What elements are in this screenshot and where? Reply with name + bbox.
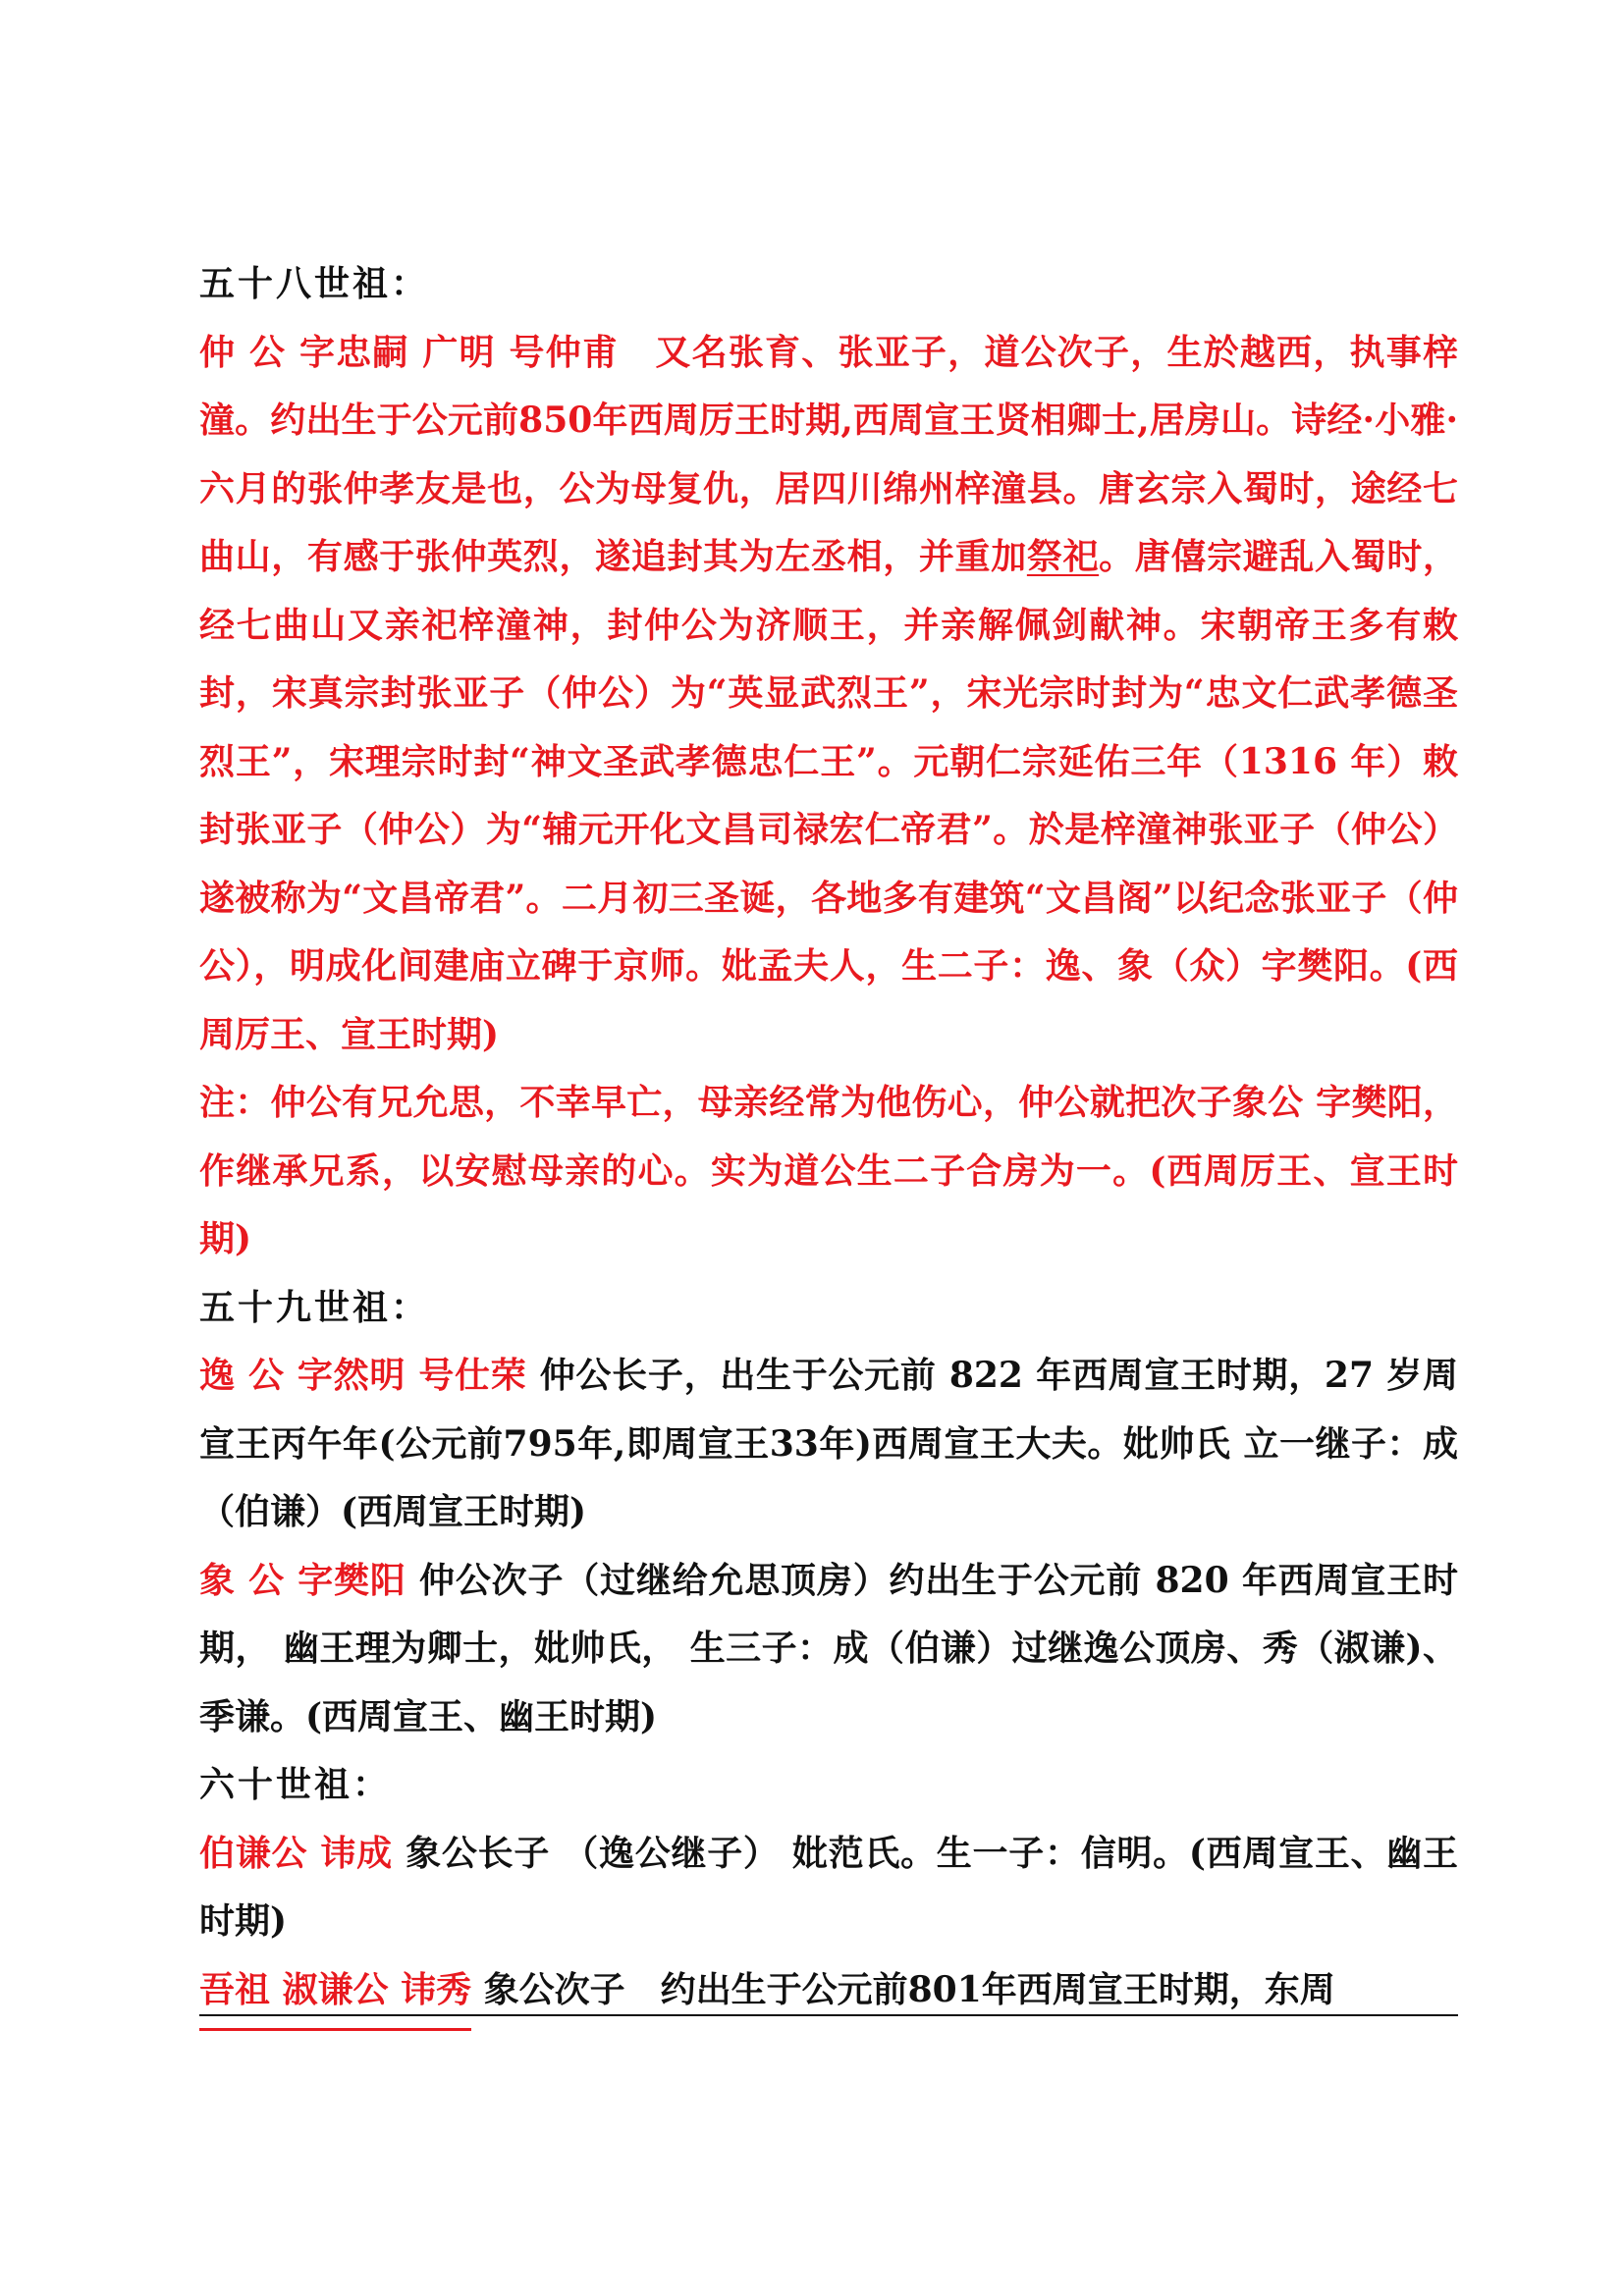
entry-text: 象公次子 约出生于公元前801年西周宣王时期，东周 bbox=[471, 1968, 1335, 2010]
generation-heading-58: 五十八世祖： bbox=[199, 263, 430, 304]
entry-name: 伯谦公 讳成 bbox=[199, 1832, 393, 1874]
generation-heading-59: 五十九世祖： bbox=[199, 1286, 430, 1328]
entry-name: 象 公 字樊阳 bbox=[199, 1559, 406, 1601]
entry-text: 又名张育、张亚子，道公次子，生於越西，执事梓潼。约出生于公元前850年西周厉王时期,西周宣王贤相卿士,居房山。诗经·小雅·六月的张仲孝友是也，公为母复仇，居四川绵州梓潼县。唐玄宗入蜀时，途经七曲山，有感于张仲英烈，遂追封其为左丞相，并重加 bbox=[199, 331, 1458, 577]
entry-shuqian-gong bbox=[199, 1956, 1458, 2025]
entry-xiang-gong bbox=[199, 1547, 1458, 1752]
entry-name: 仲 公 字忠嗣 广明 号仲甫 bbox=[199, 331, 656, 373]
entry-note: 注：仲公有兄允思，不幸早亡，母亲经常为他伤心，仲公就把次子象公 字樊阳，作继承兄系，以安慰母亲的心。实为道公生二子合房为一。(西周厉王、宣王时期) bbox=[199, 1082, 1458, 1259]
entry-text: 仲公长子，出生于公元前 822 年西周宣王时期，27 岁周宣王丙午年(公元前795年,即周宣王33年)西周宣王大夫。妣帅氏 立一继子：成（伯谦）(西周宣王时期) bbox=[199, 1355, 1458, 1532]
entry-text: 象公长子 （逸公继子） 妣范氏。生一子：信明。(西周宣王、幽王时期) bbox=[199, 1832, 1458, 1942]
entry-zhong-gong bbox=[199, 319, 1458, 1070]
entry-name: 吾祖 淑谦公 讳秀 bbox=[199, 1968, 472, 2010]
entry-yi-gong bbox=[199, 1342, 1458, 1547]
entry-text: 仲公次子（过继给允思顶房）约出生于公元前 820 年西周宣王时期， 幽王理为卿士，妣帅氏， 生三子：成（伯谦）过继逸公顶房、秀（淑谦)、季谦。(西周宣王、幽王时期) bbox=[199, 1559, 1458, 1737]
entry-boqian-gong bbox=[199, 1820, 1458, 1956]
document-body bbox=[199, 250, 1458, 2024]
entry-name: 逸 公 字然明 号仕荣 bbox=[199, 1355, 527, 1396]
generation-heading-60: 六十世祖： bbox=[199, 1764, 392, 1805]
entry-text-continued: 。唐僖宗避乱入蜀时，经七曲山又亲祀梓潼神，封仲公为济顺王，并亲解佩剑献神。宋朝帝王多有敕封，宋真宗封张亚子（仲公）为“英显武烈王”，宋光宗时封为“忠文仁武孝德圣烈王”，宋理宗时封“神文圣武孝德忠仁王”。元朝仁宗延佑三年（1316 年）敕封张亚子（仲公）为“辅元开化文昌司禄宏仁帝君”。於是梓潼神张亚子（仲公）遂被称为“文昌帝君”。二月初三圣诞，各地多有建筑“文昌阁”以纪念张亚子（仲公），明成化间建庙立碑于京师。妣孟夫人，生二子：逸、象（众）字樊阳。(西周厉王、宣王时期) bbox=[199, 536, 1458, 1055]
underlined-term: 祭祀 bbox=[1026, 536, 1100, 577]
